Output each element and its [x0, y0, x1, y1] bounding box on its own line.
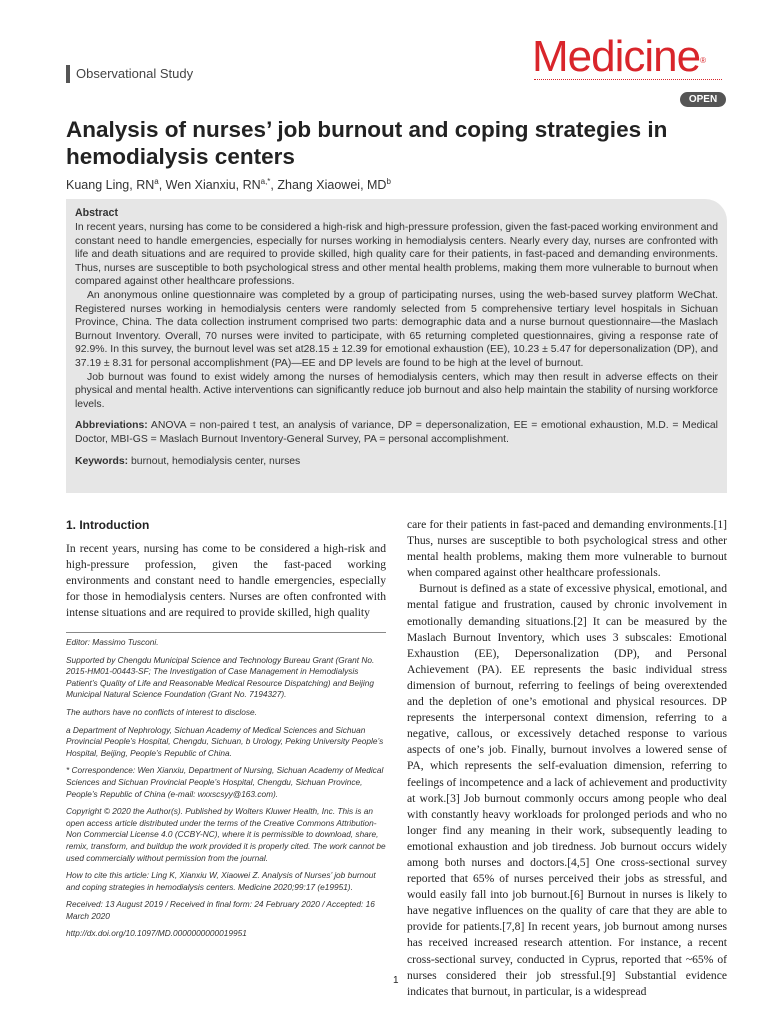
author-list: Kuang Ling, $RN^a$, Wen Xianxiu, $RN^{a,*}$, Zhang Xiaowei, $MD^b$ — [66, 177, 391, 193]
footnote-editor: Editor: Massimo Tusconi. — [66, 637, 159, 647]
article-type-label: Observational Study — [66, 65, 193, 83]
footnote-citation: How to cite this article: Ling K, Xianxiu W, Xiaowei Z. Analysis of Nurses’ job burnout and coping strategies in hemodialysis centers. Medicine 2020;99:17 (e19951). — [66, 870, 376, 892]
abstract-heading: Abstract — [75, 207, 118, 219]
author-affiliation: a,* — [260, 177, 271, 186]
abbreviations-label: Abbreviations: — [75, 420, 148, 432]
article-title: Analysis of nurses’ job burnout and coping strategies in hemodialysis centers — [66, 117, 668, 169]
registered-mark: ® — [700, 56, 705, 65]
abstract-box — [66, 199, 727, 493]
journal-name: Medicine — [532, 32, 701, 81]
footnote-funding: Supported by Chengdu Municipal Science and Technology Bureau Grant (Grant No. 2015-HM01-00443-SF; The Investigation of Case Management in Hemodialysis Patient’s Quality of Life and Reasonable Medical Resource Dispatching) and Beijing Municipal Natural Science Foundation (Grant No. 7194327). — [66, 654, 375, 700]
footnote-dates: Received: 13 August 2019 / Received in final form: 24 February 2020 / Accepted: 16 March 2020 — [66, 899, 375, 921]
intro-paragraph: care for their patients in fast-paced and demanding environments.[1] Thus, nurses are susceptible to both psychological stress and other mental health problems, making them more vulnerable to burnout when compared against other healthcare professionals. — [407, 518, 727, 580]
author-affiliation: a — [154, 177, 159, 186]
intro-paragraph: Burnout is defined as a state of excessive physical, emotional, and mental fatigue and frustration, caused by chronic involvement in emotionally demanding situations.[2] It can be measured by the Maslach Burnout Inventory, which uses 3 subscales: Emotional Exhaustion (EE), Depersonalization (DP), and Personal Achievement (PA). EE represents the basic individual stress dimension of burnout, referring to feelings of being overextended and the depletion of one’s emotional and physical resources. DP represents the interpersonal context dimension, referring to a negative, callous, or excessively detached response to various aspects of one’s job. Finally, burnout involves a lowered sense of PA, which represents the self-evaluation dimension, referring to feelings of incompetence and a lack of achievement and productivity at work.[3] Job burnout commonly occurs among people who deal with constantly heavy workloads for prolonged periods and who no longer find any meaning in their work, subsequently leading to emotional exhaustion and job tiredness. Job burnout occurs widely among both nurses and doctors.[4,5] One cross-sectional survey reported that 65% of nurses perceived their jobs as stressful, and would easily fall into job burnout.[6] Burnout in nurses is likely to have negative influences on the quality of care that they are able to provide for patients.[7,8] In recent years, job burnout among nurses has received increased research attention. For instance, a recent cross-sectional survey, conducted in Cyprus, reported that ~65% of nurses considered their job stressful.[9] Substantial evidence indicates that burnout, in particular, is a widespread — [407, 582, 727, 998]
footnote-conflicts: The authors have no conflicts of interest to disclose. — [66, 706, 257, 717]
author-name: Wen Xianxiu, RN — [165, 178, 261, 193]
open-access-badge: OPEN — [680, 92, 726, 107]
abbreviations-text: ANOVA = non-paired t test, an analysis of variance, DP = depersonalization, EE = emotional exhaustion, M.D. = Medical Doctor, MBI-GS = Maslach Burnout Inventory-General Survey, PA = personal accomplishment. — [75, 420, 718, 445]
author-name: Kuang Ling, RN — [66, 178, 155, 193]
intro-paragraph: In recent years, nursing has come to be considered a high-risk and high-pressure profession, given the fast-paced working environments and constant need to handle emergencies, especially for those in hemodialysis centers. Nurses are often confronted with intense situations and are required to provide skilled, high quality — [66, 542, 386, 619]
footnote-divider — [66, 632, 386, 633]
abstract-paragraph: An anonymous online questionnaire was completed by a group of participating nurses, using the web-based survey platform WeChat. Registered nurses working in hemodialysis centers were randomly selected from 5 comprehensive tertiary level hospitals in Sichuan Province, China. The data collection instrument comprised two parts: demographic data and a nurse burnout questionnaire—the Maslach Burnout Inventory. Overall, 70 nurses were invited to participate, with 65 returning completed questionnaires, giving a response rate of 92.9%. In this survey, the burnout level was set at28.15 ± 12.39 for emotional exhaustion (EE), 10.23 ± 5.47 for depersonalization (DP), and 37.19 ± 8.31 for personal accomplishment (PA)—EE and DP levels are found to be high at the level of burnout. — [75, 289, 718, 369]
section-heading: 1. Introduction — [66, 518, 150, 532]
footnote-doi-link[interactable]: http://dx.doi.org/10.1097/MD.0000000000019951 — [66, 928, 247, 939]
keywords-text: burnout, hemodialysis center, nurses — [131, 455, 301, 467]
logo-underline — [534, 79, 722, 80]
author-name: Zhang Xiaowei, MD — [277, 178, 387, 193]
abstract-paragraph: Job burnout was found to exist widely among the nurses of hemodialysis centers, which may then result in adverse effects on their physical and mental health. Active interventions can significantly reduce job burnout and also help maintain the stability of nursing workforce levels. — [75, 371, 718, 410]
footnote-copyright: Copyright © 2020 the Author(s). Published by Wolters Kluwer Health, Inc. This is an open access article distributed under the terms of the Creative Commons Attribution-Non Commercial License 4.0 (CCBY-NC), where it is permissible to download, share, remix, transform, and buildup the work provided it is properly cited. The work cannot be used commercially without permission from the journal. — [66, 806, 386, 863]
footnote-affiliations: a Department of Nephrology, Sichuan Academy of Medical Sciences and Sichuan Provincial People’s Hospital, Chengdu, Sichuan, b Urology, Peking University People’s Hospital, Beijing, People’s Republic of China. — [66, 724, 384, 758]
journal-logo — [532, 34, 705, 80]
abbreviations — [75, 419, 718, 446]
right-column — [407, 517, 727, 1000]
keywords — [75, 455, 718, 469]
footnotes — [66, 637, 388, 946]
page-number: 1 — [393, 975, 399, 986]
keywords-label: Keywords: — [75, 455, 129, 467]
abstract-paragraph: In recent years, nursing has come to be considered a high-risk and high-pressure profession, given the fast-paced working environment and constant need to handle emergencies, especially for nurses working in hemodialysis centers. Nearly every day, nurses are confronted with life and death situations and are required to provide skilled, high quality care for their patients, in fast-paced and demanding environments. Thus, nurses are susceptible to both psychological stress and other mental health problems, making them more vulnerable to burnout when compared against other healthcare professions. — [75, 222, 718, 288]
author-affiliation: b — [386, 177, 391, 186]
footnote-correspondence: * Correspondence: Wen Xianxiu, Department of Nursing, Sichuan Academy of Medical Sciences and Sichuan Provincial People’s Hospital, Chengdu, Sichuan Province, People’s Republic of China (e-mail: wxxscsyy@163.com). — [66, 765, 384, 799]
